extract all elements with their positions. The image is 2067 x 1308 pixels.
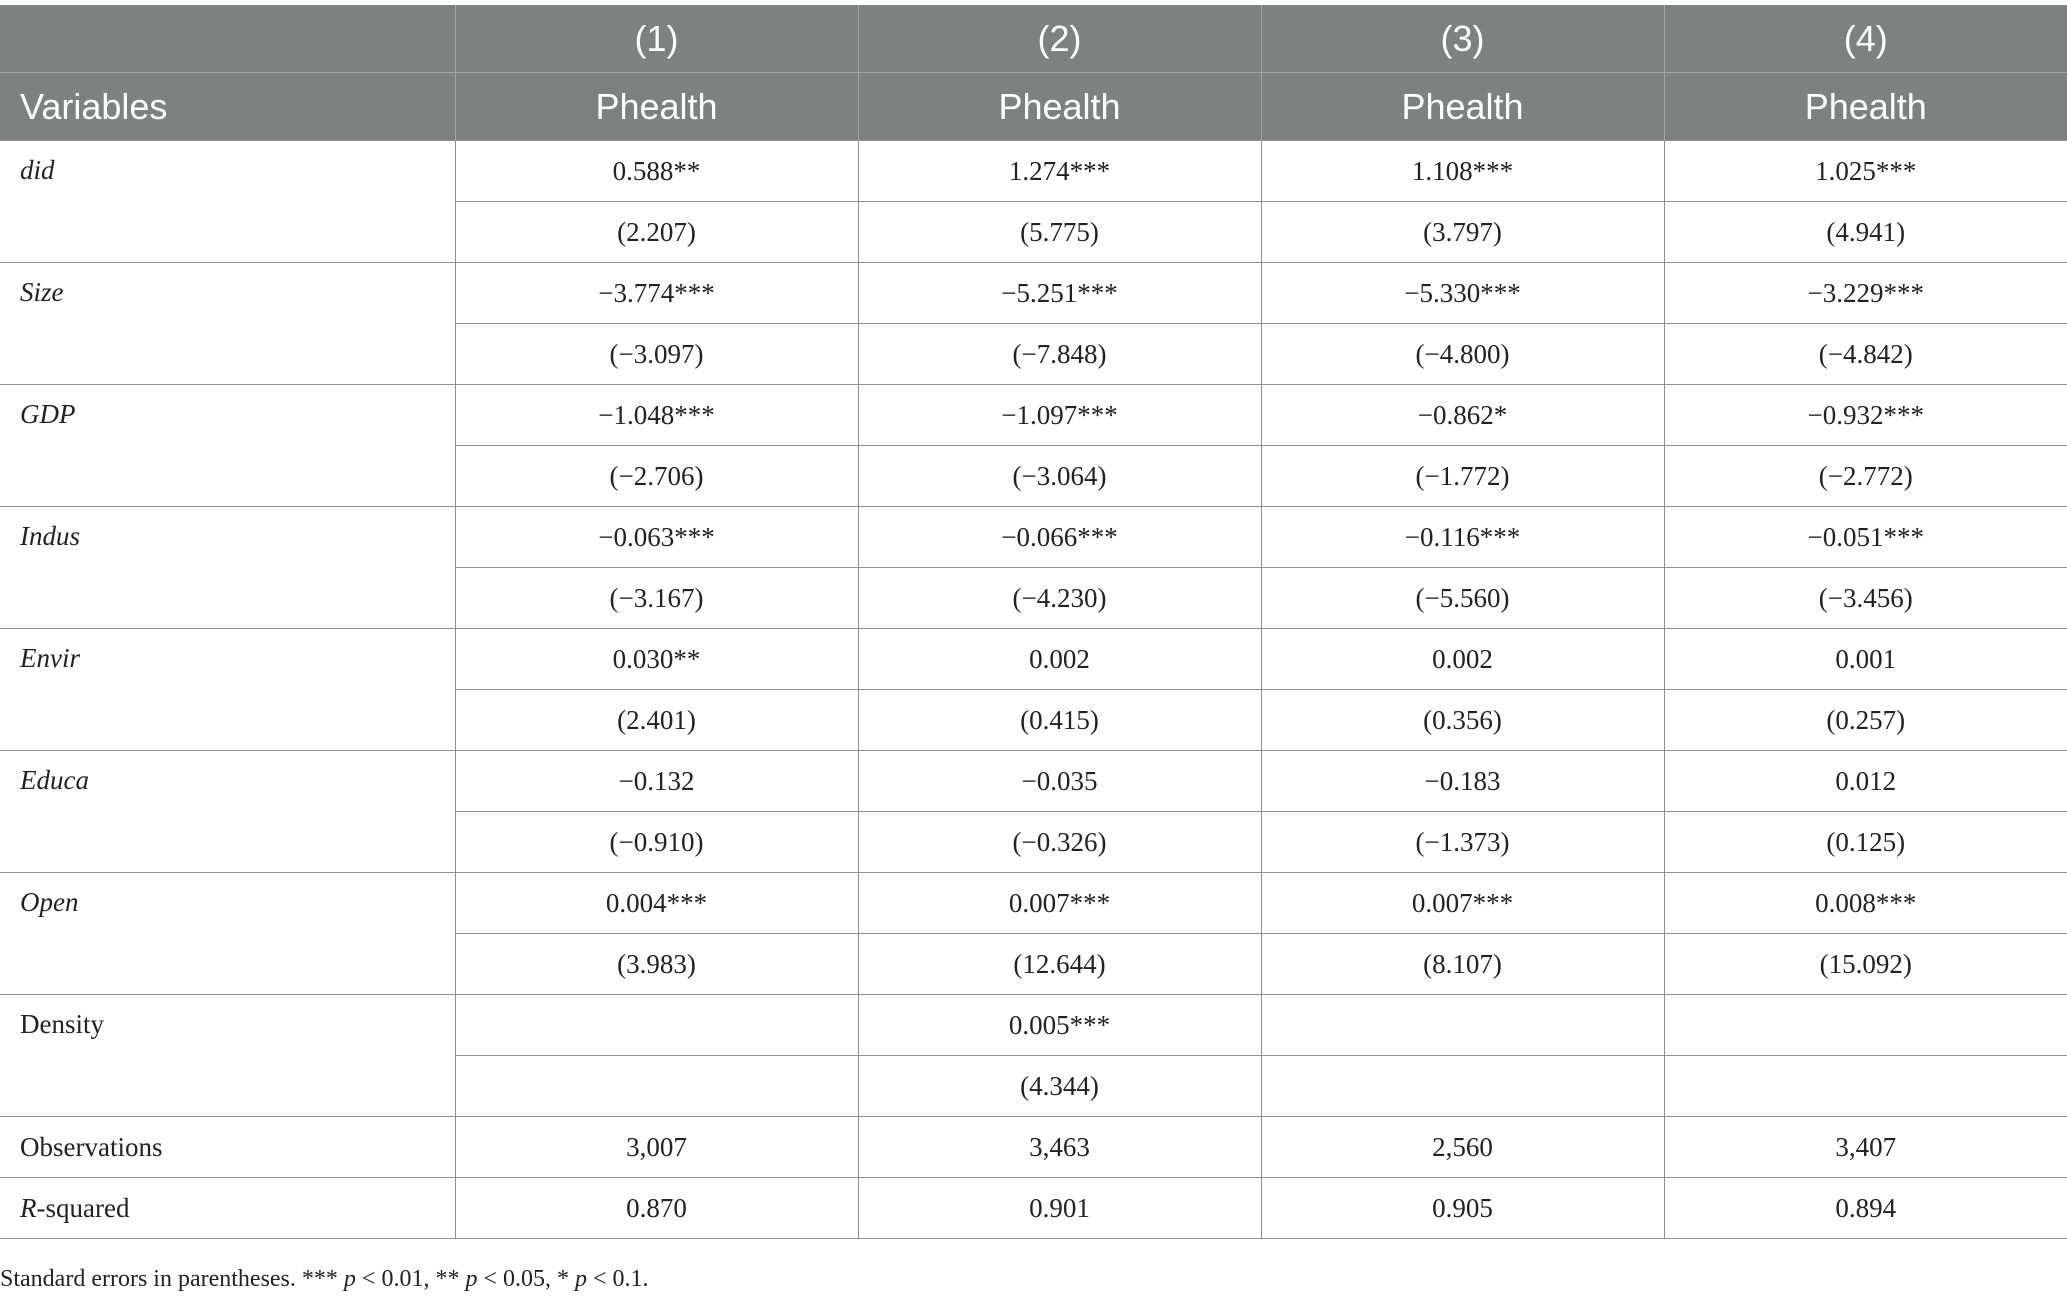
cell-size-coef-4: −3.229*** — [1664, 263, 2067, 324]
cell-indus-t-1: (−3.167) — [455, 568, 858, 629]
cell-educa-t-4: (0.125) — [1664, 812, 2067, 873]
column-number-3: (3) — [1261, 5, 1664, 73]
cell-envir-t-1: (2.401) — [455, 690, 858, 751]
cell-gdp-t-2: (−3.064) — [858, 446, 1261, 507]
table-row-rsquared — [0, 1178, 2067, 1239]
cell-indus-t-2: (−4.230) — [858, 568, 1261, 629]
footnote-threshold-2: < 0.05, * — [477, 1266, 575, 1292]
table-row-density-coef — [0, 995, 2067, 1056]
cell-gdp-coef-1: −1.048*** — [455, 385, 858, 446]
row-label-density: Density — [0, 995, 455, 1117]
footnote-threshold-3: < 0.1. — [587, 1266, 649, 1292]
cell-gdp-t-4: (−2.772) — [1664, 446, 2067, 507]
cell-indus-coef-2: −0.066*** — [858, 507, 1261, 568]
cell-educa-coef-3: −0.183 — [1261, 751, 1664, 812]
rsquared-label-rest: -squared — [36, 1192, 130, 1223]
cell-density-coef-1 — [455, 995, 858, 1056]
cell-density-coef-3 — [1261, 995, 1664, 1056]
cell-observations-4: 3,407 — [1664, 1117, 2067, 1178]
cell-envir-t-3: (0.356) — [1261, 690, 1664, 751]
table-row-size-coef — [0, 263, 2067, 324]
table-row-observations — [0, 1117, 2067, 1178]
cell-educa-coef-1: −0.132 — [455, 751, 858, 812]
cell-size-coef-3: −5.330*** — [1261, 263, 1664, 324]
cell-size-coef-2: −5.251*** — [858, 263, 1261, 324]
footnote-lead: Standard errors in parentheses. *** — [0, 1266, 344, 1292]
row-label-educa: Educa — [0, 751, 455, 873]
row-label-indus: Indus — [0, 507, 455, 629]
column-number-1: (1) — [455, 5, 858, 73]
table-row-did-coef — [0, 141, 2067, 202]
footnote-p-2: p — [465, 1266, 478, 1292]
cell-density-t-2: (4.344) — [858, 1056, 1261, 1117]
cell-rsquared-4: 0.894 — [1664, 1178, 2067, 1239]
table-row-indus-coef — [0, 507, 2067, 568]
cell-size-t-4: (−4.842) — [1664, 324, 2067, 385]
cell-indus-t-3: (−5.560) — [1261, 568, 1664, 629]
row-label-open: Open — [0, 873, 455, 995]
cell-density-coef-4 — [1664, 995, 2067, 1056]
cell-did-t-3: (3.797) — [1261, 202, 1664, 263]
cell-envir-t-2: (0.415) — [858, 690, 1261, 751]
cell-indus-coef-3: −0.116*** — [1261, 507, 1664, 568]
footnote-threshold-1: < 0.01, ** — [355, 1266, 466, 1292]
cell-indus-coef-4: −0.051*** — [1664, 507, 2067, 568]
footnote-p-1: p — [343, 1266, 356, 1292]
cell-rsquared-3: 0.905 — [1261, 1178, 1664, 1239]
cell-open-t-4: (15.092) — [1664, 934, 2067, 995]
cell-gdp-coef-2: −1.097*** — [858, 385, 1261, 446]
cell-observations-2: 3,463 — [858, 1117, 1261, 1178]
variables-header: Variables — [0, 73, 455, 141]
cell-did-coef-2: 1.274*** — [858, 141, 1261, 202]
cell-envir-coef-2: 0.002 — [858, 629, 1261, 690]
row-label-rsquared — [0, 1178, 455, 1239]
cell-gdp-coef-4: −0.932*** — [1664, 385, 2067, 446]
cell-size-t-2: (−7.848) — [858, 324, 1261, 385]
cell-density-t-4 — [1664, 1056, 2067, 1117]
cell-observations-3: 2,560 — [1261, 1117, 1664, 1178]
table-row-gdp-coef — [0, 385, 2067, 446]
cell-educa-t-1: (−0.910) — [455, 812, 858, 873]
cell-open-t-3: (8.107) — [1261, 934, 1664, 995]
cell-size-t-3: (−4.800) — [1261, 324, 1664, 385]
table-row-envir-coef — [0, 629, 2067, 690]
table-row-educa-coef — [0, 751, 2067, 812]
cell-educa-t-3: (−1.373) — [1261, 812, 1664, 873]
cell-open-coef-1: 0.004*** — [455, 873, 858, 934]
cell-envir-coef-4: 0.001 — [1664, 629, 2067, 690]
header-empty-cell — [0, 5, 455, 73]
cell-density-coef-2: 0.005*** — [858, 995, 1261, 1056]
cell-gdp-t-1: (−2.706) — [455, 446, 858, 507]
cell-open-coef-2: 0.007*** — [858, 873, 1261, 934]
cell-educa-coef-2: −0.035 — [858, 751, 1261, 812]
cell-did-t-2: (5.775) — [858, 202, 1261, 263]
cell-did-coef-4: 1.025*** — [1664, 141, 2067, 202]
row-label-observations: Observations — [0, 1117, 455, 1178]
regression-table-container — [0, 5, 2067, 1239]
dependent-variable-4: Phealth — [1664, 73, 2067, 141]
cell-educa-coef-4: 0.012 — [1664, 751, 2067, 812]
cell-gdp-coef-3: −0.862* — [1261, 385, 1664, 446]
cell-educa-t-2: (−0.326) — [858, 812, 1261, 873]
cell-open-t-2: (12.644) — [858, 934, 1261, 995]
cell-indus-coef-1: −0.063*** — [455, 507, 858, 568]
rsquared-label-italic: R — [20, 1192, 37, 1223]
cell-rsquared-2: 0.901 — [858, 1178, 1261, 1239]
cell-gdp-t-3: (−1.772) — [1261, 446, 1664, 507]
row-label-envir: Envir — [0, 629, 455, 751]
table-header — [0, 5, 2067, 141]
cell-did-t-1: (2.207) — [455, 202, 858, 263]
regression-table — [0, 5, 2067, 1239]
cell-rsquared-1: 0.870 — [455, 1178, 858, 1239]
cell-density-t-1 — [455, 1056, 858, 1117]
table-row-open-coef — [0, 873, 2067, 934]
header-row-dependent-variable — [0, 73, 2067, 141]
column-number-2: (2) — [858, 5, 1261, 73]
cell-observations-1: 3,007 — [455, 1117, 858, 1178]
cell-envir-coef-1: 0.030** — [455, 629, 858, 690]
dependent-variable-2: Phealth — [858, 73, 1261, 141]
cell-size-coef-1: −3.774*** — [455, 263, 858, 324]
dependent-variable-1: Phealth — [455, 73, 858, 141]
cell-open-coef-4: 0.008*** — [1664, 873, 2067, 934]
footnote-p-3: p — [575, 1266, 587, 1292]
row-label-did: did — [0, 141, 455, 263]
cell-did-coef-3: 1.108*** — [1261, 141, 1664, 202]
row-label-gdp: GDP — [0, 385, 455, 507]
cell-open-t-1: (3.983) — [455, 934, 858, 995]
cell-did-t-4: (4.941) — [1664, 202, 2067, 263]
cell-envir-coef-3: 0.002 — [1261, 629, 1664, 690]
cell-did-coef-1: 0.588** — [455, 141, 858, 202]
column-number-4: (4) — [1664, 5, 2067, 73]
dependent-variable-3: Phealth — [1261, 73, 1664, 141]
cell-indus-t-4: (−3.456) — [1664, 568, 2067, 629]
table-footnote — [0, 1266, 649, 1293]
row-label-size: Size — [0, 263, 455, 385]
cell-open-coef-3: 0.007*** — [1261, 873, 1664, 934]
header-row-column-numbers — [0, 5, 2067, 73]
cell-density-t-3 — [1261, 1056, 1664, 1117]
cell-size-t-1: (−3.097) — [455, 324, 858, 385]
table-body — [0, 141, 2067, 1239]
cell-envir-t-4: (0.257) — [1664, 690, 2067, 751]
